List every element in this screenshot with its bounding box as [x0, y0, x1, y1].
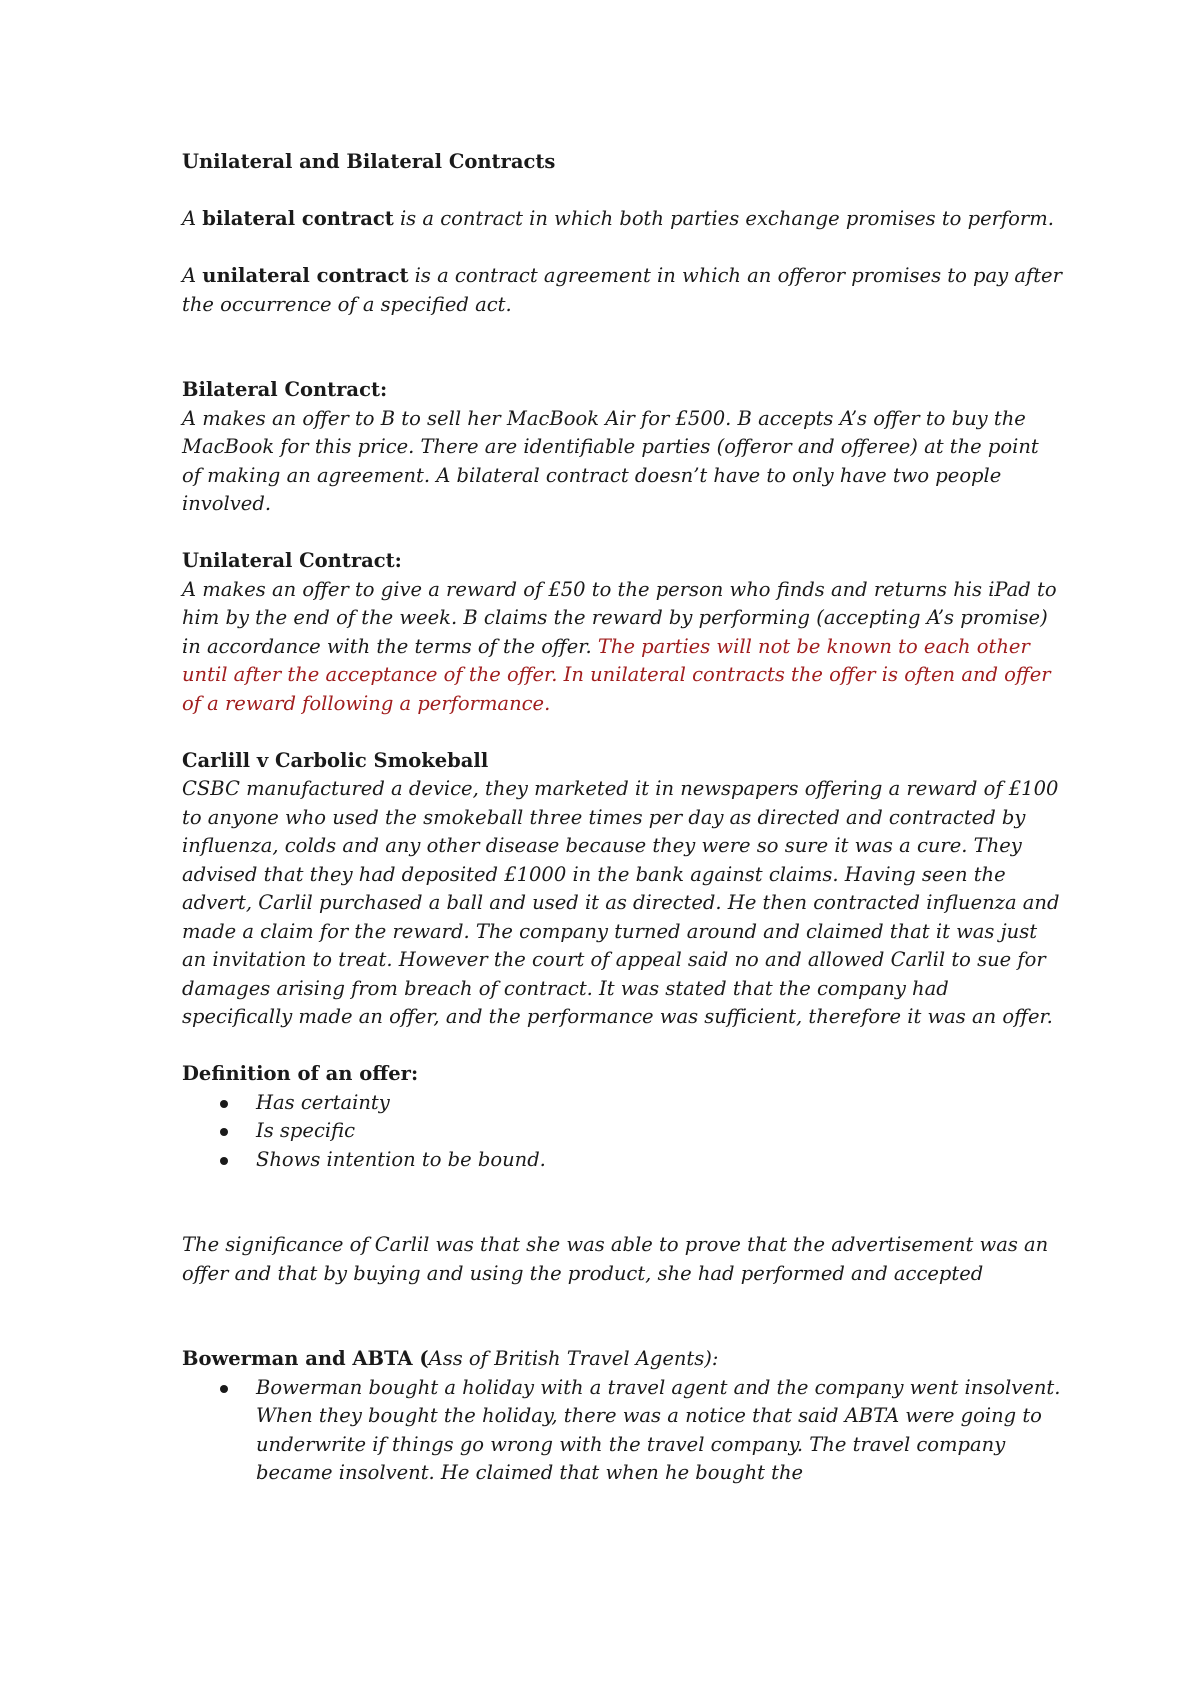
- list-item: Has certainty: [182, 1089, 1062, 1118]
- unilateral-definition: [182, 262, 1062, 319]
- offer-definition-heading: Definition of an offer:: [182, 1062, 419, 1085]
- unilateral-example-highlight: The parties will not be known to each other until after the acceptance of the offer. In unilateral contracts the offer is often and offer of a reward following a performance.: [182, 634, 1051, 715]
- bowerman-heading-bold: Bowerman and ABTA (: [182, 1347, 429, 1370]
- bilateral-definition: [182, 205, 1062, 234]
- bowerman-heading: [182, 1345, 1062, 1374]
- document-body: [182, 148, 1062, 1488]
- bilateral-definition-term: bilateral contract: [202, 207, 394, 230]
- unilateral-example-text: [182, 576, 1062, 719]
- carlill-text: CSBC manufactured a device, they marketed it in newspapers offering a reward of £100 to anyone who used the smokeball three times per day as directed and contracted by influenza, colds and any other disease because they were so sure it was a cure. They advised that they had deposited £1000 in the bank against claims. Having seen the advert, Carlil purchased a ball and used it as directed. He then contracted influenza and made a claim for the reward. The company turned around and claimed that it was just an invitation to treat. However the court of appeal said no and allowed Carlil to sue for damages arising from breach of contract. It was stated that the company had specifically made an offer, and the performance was sufficient, therefore it was an offer.: [182, 777, 1060, 1028]
- list-item: Is specific: [182, 1117, 1062, 1146]
- list-item: Bowerman bought a holiday with a travel agent and the company went insolvent. When they bought the holiday, there was a notice that said ABTA were going to underwrite if things go wrong with the travel company. The travel company became insolvent. He claimed that when he bought the: [182, 1374, 1062, 1488]
- list-item: Shows intention to be bound.: [182, 1146, 1062, 1175]
- offer-definition-list: [182, 1089, 1062, 1175]
- spacer: [182, 234, 1062, 263]
- unilateral-definition-term: unilateral contract: [202, 264, 409, 287]
- unilateral-definition-post: is a contract agreement in which an offeror promises to pay after the occurrence of a specified act.: [182, 264, 1062, 316]
- spacer: [182, 1288, 1062, 1345]
- document-title: Unilateral and Bilateral Contracts: [182, 150, 556, 173]
- bowerman-heading-italic: Ass of British Travel Agents):: [428, 1347, 719, 1370]
- spacer: [182, 319, 1062, 376]
- bilateral-example-text: A makes an offer to B to sell her MacBook Air for £500. B accepts A’s offer to buy the MacBook for this price. There are identifiable parties (offeror and offeree) at the point of making an agreement. A bilateral contract doesn’t have to only have two people involved.: [182, 406, 1039, 515]
- carlill-heading: Carlill v Carbolic Smokeball: [182, 748, 489, 772]
- spacer: [182, 1174, 1062, 1231]
- bilateral-definition-post: is a contract in which both parties exchange promises to perform.: [393, 207, 1054, 230]
- unilateral-example-body: A makes an offer to give a reward of £50 to the person who finds and returns his iPad to him by the end of the week. B claims the reward by performing (accepting A’s promise) in accordance with the terms of the offer.: [182, 577, 1057, 658]
- significance-text: The significance of Carlil was that she was able to prove that the advertisement was an offer and that by buying and using the product, she had performed and accepted: [182, 1233, 1049, 1285]
- bowerman-list: [182, 1374, 1062, 1488]
- spacer: [182, 1032, 1062, 1061]
- spacer: [182, 519, 1062, 548]
- unilateral-definition-pre: A: [182, 264, 203, 287]
- unilateral-example-heading: Unilateral Contract:: [182, 549, 402, 572]
- bilateral-definition-pre: A: [182, 207, 203, 230]
- bilateral-example-heading: Bilateral Contract:: [182, 378, 388, 401]
- spacer: [182, 718, 1062, 747]
